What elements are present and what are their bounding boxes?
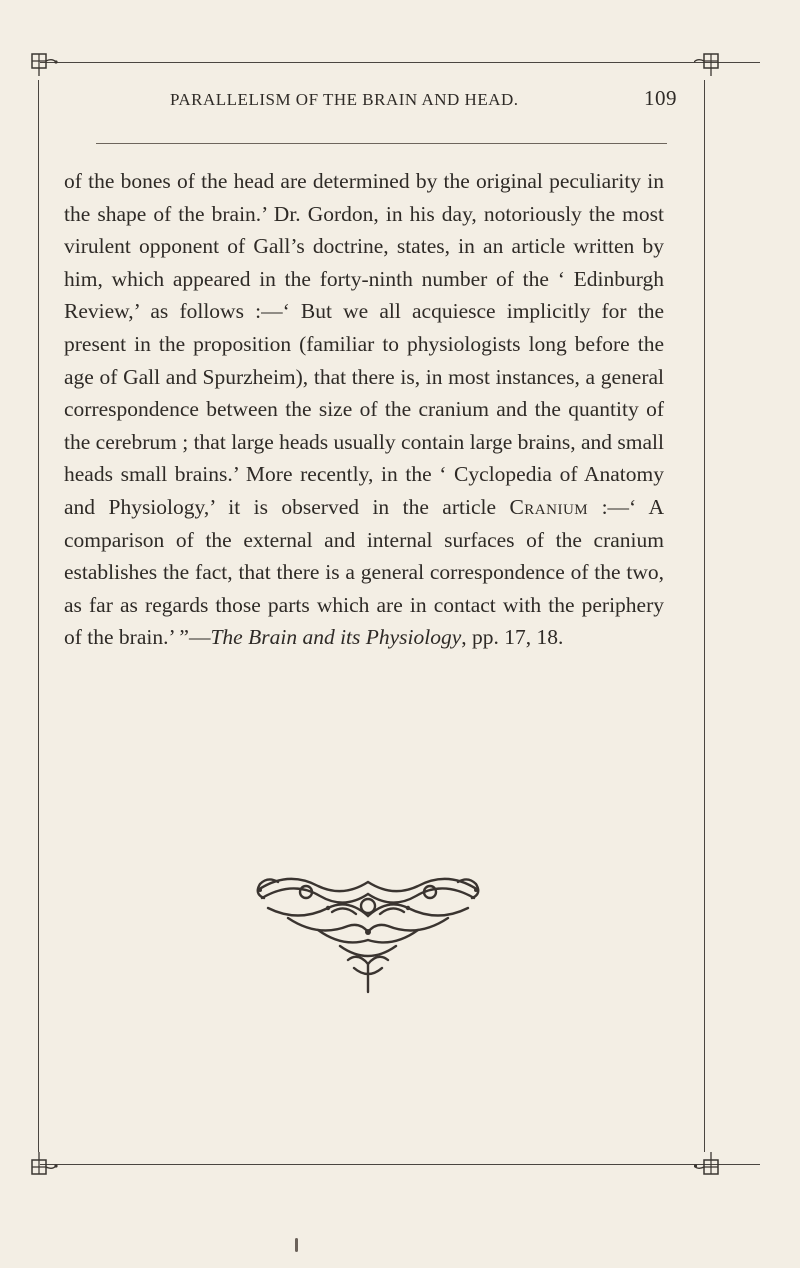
frame-bottom-line (40, 1164, 760, 1165)
text-segment: of the bones of the head are determined by the original peculiarity in the shape of the brain.’ Dr. Gordon, in his day, notoriously the most virulent opponent of Gall’s doctrine, states, in an article written by him, which appeared in the forty-ninth number of the ‘ Edinburgh Review,’ as follows :—‘ But we all acquiesce implicitly for the present in the proposition (familiar to physiologists long before the age of Gall and Spurzheim), that there is, in most instances, a general correspondence between the size of the cranium and the quantity of the cerebrum ; that large heads usually contain large brains, and small heads small brains.’ More recently, in the ‘ Cyclopedia of Anatomy and Physiology,’ it is observed in the article (64, 169, 664, 519)
text-segment: :—‘ A comparison of the external and internal surfaces of the cranium establishes the fact, that there is a general correspondence of the two, as far as regards those parts which are in contact with the periphery of the brain.’ ”— (64, 494, 664, 650)
fleuron-bottom-right-icon (694, 1150, 724, 1180)
fleuron-top-left-icon (28, 48, 58, 78)
frame-top-line (40, 62, 760, 63)
running-title: PARALLELISM OF THE BRAIN AND HEAD. (170, 90, 519, 109)
frame-right-line (704, 80, 705, 1152)
citation-pages: , pp. 17, 18. (461, 625, 564, 650)
fleuron-top-right-icon (694, 48, 724, 78)
celtic-knot-ornament-icon (248, 868, 488, 998)
cranium-small-caps: Cranium (509, 494, 589, 519)
paragraph (64, 165, 664, 654)
header-rule (96, 143, 667, 144)
ink-mark (295, 1238, 298, 1252)
body-text (64, 165, 664, 654)
citation-title: The Brain and its Physiology (210, 625, 462, 650)
page-number: 109 (644, 86, 677, 110)
frame-left-line (38, 80, 39, 1152)
fleuron-bottom-left-icon (28, 1150, 58, 1180)
